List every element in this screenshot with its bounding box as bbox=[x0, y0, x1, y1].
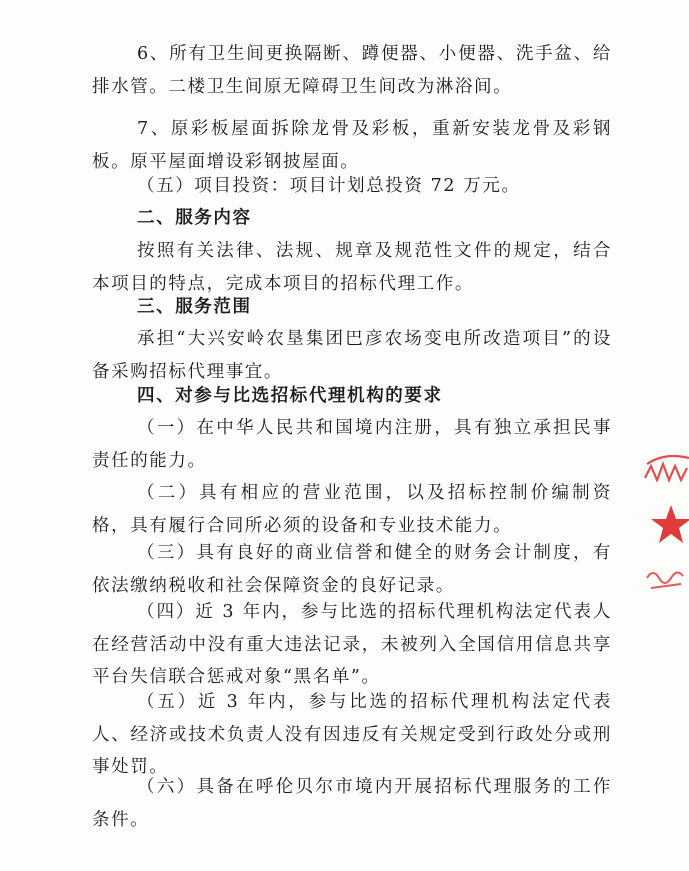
section-heading-service-content: 二、服务内容 bbox=[137, 208, 252, 228]
requirement-item-3: （三）具有良好的商业信誉和健全的财务会计制度，有依法缴纳税收和社会保障资金的良好记录。 bbox=[92, 543, 612, 596]
requirement-item-6: （六）具备在呼伦贝尔市境内开展招标代理服务的工作条件。 bbox=[92, 777, 612, 830]
section-heading-requirements: 四、对参与比选招标代理机构的要求 bbox=[137, 386, 443, 406]
requirement-item-2: （二）具有相应的营业范围，以及招标控制价编制资格，具有履行合同所必须的设备和专业技术能力。 bbox=[92, 483, 612, 536]
requirement-item-5: （五）近 3 年内，参与比选的招标代理机构法定代表人、经济或技术负责人没有因违反有关规定受到行政处分或刑事处罚。 bbox=[92, 692, 612, 777]
requirement-item-1: （一）在中华人民共和国境内注册，具有独立承担民事责任的能力。 bbox=[92, 418, 612, 471]
red-star-seal-icon bbox=[641, 450, 689, 598]
paragraph-item-7: 7、原彩板屋面拆除龙骨及彩板，重新安装龙骨及彩钢板。原平屋面增设彩钢披屋面。 bbox=[92, 119, 612, 172]
requirement-item-4: （四）近 3 年内，参与比选的招标代理机构法定代表人在经营活动中没有重大违法记录，未被列入全国信用信息共享平台失信联合惩戒对象“黑名单”。 bbox=[92, 602, 612, 687]
paragraph-item-6: 6、所有卫生间更换隔断、蹲便器、小便器、洗手盆、给排水管。二楼卫生间原无障碍卫生间改为淋浴间。 bbox=[92, 44, 612, 97]
paragraph-investment: （五）项目投资：项目计划总投资 72 万元。 bbox=[137, 176, 521, 196]
paragraph-service-scope: 承担“大兴安岭农垦集团巴彦农场变电所改造项目”的设备采购招标代理事宜。 bbox=[92, 329, 612, 382]
section-heading-service-scope: 三、服务范围 bbox=[137, 297, 252, 317]
paragraph-service-content: 按照有关法律、法规、规章及规范性文件的规定，结合本项目的特点，完成本项目的招标代理工作。 bbox=[92, 241, 612, 294]
